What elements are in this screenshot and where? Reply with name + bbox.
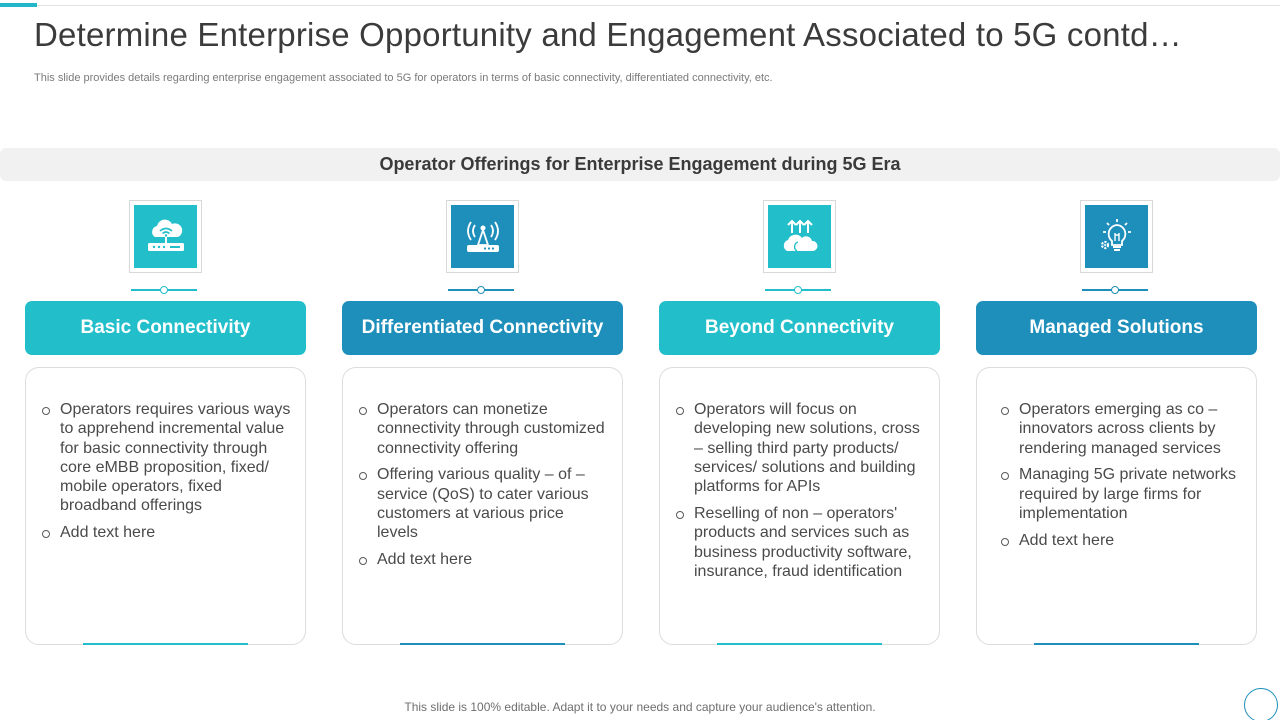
- connector-dot: [794, 286, 802, 294]
- footer-note: This slide is 100% editable. Adapt it to your needs and capture your audience's attention.: [404, 700, 876, 714]
- card-accent-bar: [717, 643, 882, 645]
- icon-frame: [446, 200, 519, 273]
- top-accent-bar: [0, 3, 37, 7]
- offering-column-managed: [976, 200, 1257, 650]
- offering-column-beyond: [659, 200, 940, 650]
- bullet-item: Reselling of non – operators' products and services such as business productivity software, insurance, fraud identification: [674, 504, 925, 581]
- bullet-item: Operators can monetize connectivity through customized connectivity offering: [357, 400, 608, 458]
- section-heading: Operator Offerings for Enterprise Engagement during 5G Era: [379, 154, 901, 174]
- cloud-router-icon: [134, 205, 197, 268]
- column-heading: Beyond Connectivity: [659, 301, 940, 355]
- corner-decoration: [1244, 688, 1278, 720]
- column-heading: Basic Connectivity: [25, 301, 306, 355]
- icon-frame: [1080, 200, 1153, 273]
- offering-card: [976, 367, 1257, 645]
- bullet-item: Add text here: [999, 531, 1242, 550]
- bullet-item: Add text here: [357, 550, 608, 569]
- section-heading-band: [0, 148, 1280, 181]
- column-heading: Managed Solutions: [976, 301, 1257, 355]
- offering-card: [659, 367, 940, 645]
- bullet-item: Operators emerging as co – innovators across clients by rendering managed services: [999, 400, 1242, 458]
- lightbulb-gear-icon: [1085, 205, 1148, 268]
- slide-title: Determine Enterprise Opportunity and Engagement Associated to 5G contd…: [34, 16, 1182, 53]
- cloud-upload-icon: [768, 205, 831, 268]
- connector-dot: [160, 286, 168, 294]
- bullet-list: [357, 400, 608, 577]
- slide-subtitle: This slide provides details regarding enterprise engagement associated to 5G for operators in terms of basic connectivity, differentiated connectivity, etc.: [34, 72, 773, 84]
- icon-frame: [763, 200, 836, 273]
- icon-frame: [129, 200, 202, 273]
- offering-card: [25, 367, 306, 645]
- bullet-item: Operators will focus on developing new solutions, cross – selling third party products/ services/ solutions and building platforms for APIs: [674, 400, 925, 496]
- bullet-item: Managing 5G private networks required by large firms for implementation: [999, 465, 1242, 523]
- bullet-list: [40, 400, 291, 550]
- card-accent-bar: [400, 643, 565, 645]
- wireless-router-icon: [451, 205, 514, 268]
- bullet-list: [999, 400, 1242, 558]
- card-accent-bar: [1034, 643, 1199, 645]
- column-heading: Differentiated Connectivity: [342, 301, 623, 355]
- offering-column-differentiated: [342, 200, 623, 650]
- card-accent-bar: [83, 643, 248, 645]
- offering-card: [342, 367, 623, 645]
- bullet-item: Offering various quality – of – service (QoS) to cater various customers at various price levels: [357, 465, 608, 542]
- top-rule: [37, 5, 1280, 6]
- bullet-list: [674, 400, 925, 589]
- bullet-item: Add text here: [40, 523, 291, 542]
- offering-column-basic: [25, 200, 306, 650]
- bullet-item: Operators requires various ways to apprehend incremental value for basic connectivity through core eMBB proposition, fixed/ mobile operators, fixed broadband offerings: [40, 400, 291, 516]
- connector-dot: [477, 286, 485, 294]
- connector-dot: [1111, 286, 1119, 294]
